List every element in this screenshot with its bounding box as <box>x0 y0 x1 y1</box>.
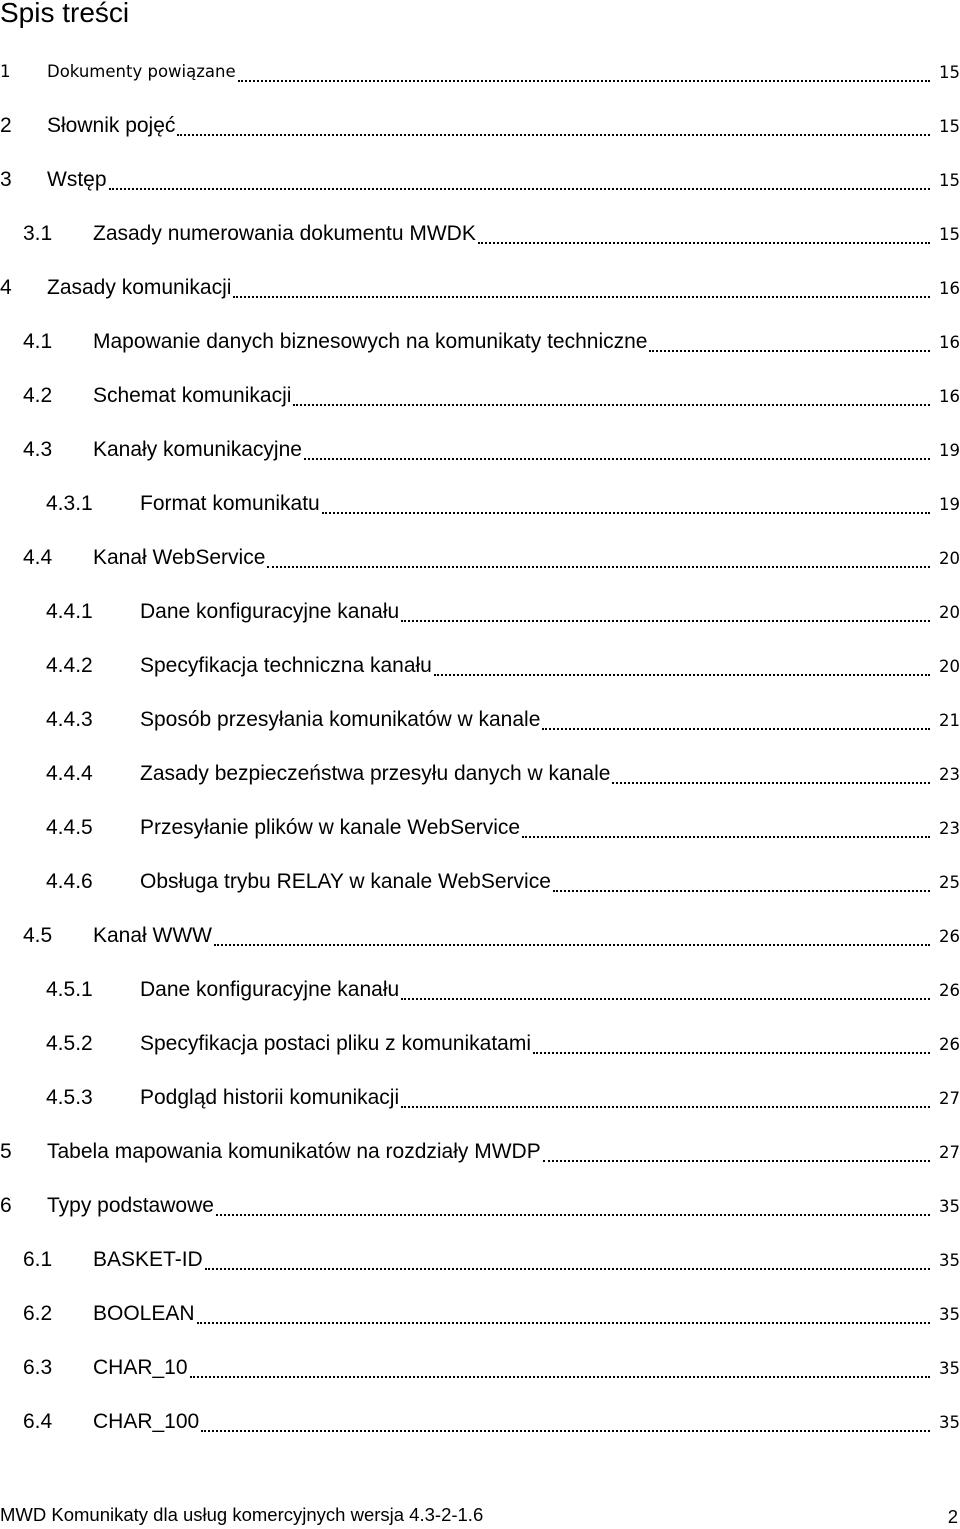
toc-entry-page: 20 <box>930 654 960 680</box>
toc-entry[interactable] <box>0 1180 960 1234</box>
toc-entry-page: 23 <box>930 816 960 842</box>
toc-entry[interactable] <box>0 1396 960 1450</box>
toc-entry-page: 15 <box>930 114 960 140</box>
toc-entry-number: 4.2 <box>23 382 52 410</box>
toc-dot-leader <box>293 404 930 406</box>
toc-entry-page: 35 <box>930 1194 960 1220</box>
toc-entry[interactable] <box>0 370 960 424</box>
toc-entry-number: 3.1 <box>23 220 52 248</box>
toc-entry-number: 4.4.1 <box>46 598 93 626</box>
toc-entry-page: 16 <box>930 330 960 356</box>
toc-entry-number: 4.5.2 <box>46 1030 93 1058</box>
toc-entry-number: 4.4.4 <box>46 760 93 788</box>
toc-entry-title: Kanał WWW <box>93 922 212 950</box>
toc-entry-page: 15 <box>930 222 960 248</box>
toc-entry-page: 23 <box>930 762 960 788</box>
toc-entry-title: Schemat komunikacji <box>93 382 291 410</box>
toc-entry-page: 35 <box>930 1356 960 1382</box>
toc-entry-number: 4.4.5 <box>46 814 93 842</box>
toc-entry-title: Mapowanie danych biznesowych na komunikaty techniczne <box>93 328 647 356</box>
toc-entry[interactable] <box>0 964 960 1018</box>
toc-entry-title: Kanał WebService <box>93 544 265 572</box>
toc-entry-title: CHAR_10 <box>93 1354 188 1382</box>
toc-entry-title: Kanały komunikacyjne <box>93 436 302 464</box>
toc-entry[interactable] <box>0 1018 960 1072</box>
toc-entry[interactable] <box>0 154 960 208</box>
toc-dot-leader <box>612 782 930 784</box>
toc-entry-title: Format komunikatu <box>140 490 320 518</box>
toc-entry[interactable] <box>0 208 960 262</box>
toc-entry-title: Tabela mapowania komunikatów na rozdziały MWDP <box>47 1138 541 1166</box>
toc-entry-title: Podgląd historii komunikacji <box>140 1084 399 1112</box>
toc-entry-number: 4.4.2 <box>46 652 93 680</box>
toc-entry[interactable] <box>0 424 960 478</box>
toc-entry-number: 6.1 <box>23 1246 52 1274</box>
toc-dot-leader <box>233 296 930 298</box>
toc-entry[interactable] <box>0 1126 960 1180</box>
toc-entry-title: Dane konfiguracyjne kanału <box>140 598 399 626</box>
toc-entry-number: 4.4 <box>23 544 52 572</box>
toc-entry-number: 4 <box>0 274 12 302</box>
toc-dot-leader <box>216 1214 930 1216</box>
toc-dot-leader <box>205 1268 930 1270</box>
toc-entry-page: 26 <box>930 924 960 950</box>
toc-entry-title: Zasady numerowania dokumentu MWDK <box>93 220 476 248</box>
page-title: Spis treści <box>0 0 130 28</box>
toc-entry-number: 2 <box>0 112 12 140</box>
toc-entry-number: 5 <box>0 1138 12 1166</box>
toc-entry-title: Słownik pojęć <box>47 112 175 140</box>
toc-dot-leader <box>553 890 930 892</box>
toc-entry-number: 6.2 <box>23 1300 52 1328</box>
toc-entry-page: 26 <box>930 978 960 1004</box>
toc-dot-leader <box>533 1052 930 1054</box>
toc-entry[interactable] <box>0 1234 960 1288</box>
toc-entry-page: 15 <box>930 168 960 194</box>
toc-entry-number: 4.5 <box>23 922 52 950</box>
toc-dot-leader <box>197 1322 930 1324</box>
toc-dot-leader <box>478 242 930 244</box>
toc-entry[interactable] <box>0 910 960 964</box>
toc-entry-page: 35 <box>930 1302 960 1328</box>
toc-dot-leader <box>401 998 930 1000</box>
toc-entry-number: 1 <box>0 58 11 86</box>
toc-entry-page: 21 <box>930 708 960 734</box>
footer-page-number: 2 <box>947 1506 958 1527</box>
toc-entry-title: Sposób przesyłania komunikatów w kanale <box>140 706 540 734</box>
toc-entry-title: Specyfikacja postaci pliku z komunikatami <box>140 1030 531 1058</box>
toc-dot-leader <box>190 1376 930 1378</box>
toc-entry-page: 27 <box>930 1140 960 1166</box>
toc-entry-title: Specyfikacja techniczna kanału <box>140 652 432 680</box>
toc-entry-page: 35 <box>930 1248 960 1274</box>
toc-dot-leader <box>267 566 930 568</box>
toc-entry-page: 20 <box>930 546 960 572</box>
toc-entry-title: Wstęp <box>47 166 107 194</box>
toc-entry[interactable] <box>0 802 960 856</box>
toc-entry-page: 20 <box>930 600 960 626</box>
toc-entry-title: Typy podstawowe <box>47 1192 214 1220</box>
toc-entry-title: Zasady komunikacji <box>47 274 231 302</box>
toc-entry-number: 3 <box>0 166 12 194</box>
toc-dot-leader <box>401 620 930 622</box>
toc-entry[interactable] <box>0 1072 960 1126</box>
toc-entry-number: 6.3 <box>23 1354 52 1382</box>
toc-entry-page: 15 <box>930 60 960 86</box>
toc-dot-leader <box>109 188 930 190</box>
toc-entry-page: 16 <box>930 384 960 410</box>
toc-entry-number: 4.5.3 <box>46 1084 93 1112</box>
toc-dot-leader <box>542 728 930 730</box>
toc-entry[interactable] <box>0 262 960 316</box>
toc-dot-leader <box>649 350 930 352</box>
toc-entry-title: BOOLEAN <box>93 1300 195 1328</box>
toc-entry[interactable] <box>0 46 960 100</box>
toc-entry-number: 4.5.1 <box>46 976 93 1004</box>
toc-entry[interactable] <box>0 694 960 748</box>
toc-entry[interactable] <box>0 316 960 370</box>
toc-entry-page: 16 <box>930 276 960 302</box>
toc-entry-title: Przesyłanie plików w kanale WebService <box>140 814 520 842</box>
toc-entry-number: 6.4 <box>23 1408 52 1436</box>
toc-entry-number: 4.3.1 <box>46 490 93 518</box>
toc-entry[interactable] <box>0 586 960 640</box>
toc-dot-leader <box>522 836 930 838</box>
toc-dot-leader <box>214 944 930 946</box>
toc-dot-leader <box>201 1430 930 1432</box>
toc-entry[interactable] <box>0 100 960 154</box>
toc-dot-leader <box>304 458 930 460</box>
toc-entry[interactable] <box>0 1342 960 1396</box>
toc-dot-leader <box>177 134 930 136</box>
toc-entry-page: 19 <box>930 492 960 518</box>
toc-entry[interactable] <box>0 532 960 586</box>
toc-entry-title: Dane konfiguracyjne kanału <box>140 976 399 1004</box>
toc-entry-number: 6 <box>0 1192 12 1220</box>
toc-dot-leader <box>401 1106 930 1108</box>
toc-entry-page: 35 <box>930 1410 960 1436</box>
toc-entry-title: Zasady bezpieczeństwa przesyłu danych w kanale <box>140 760 610 788</box>
toc-entry[interactable] <box>0 478 960 532</box>
toc-entry-number: 4.3 <box>23 436 52 464</box>
toc-dot-leader <box>434 674 930 676</box>
toc-entry-title: BASKET-ID <box>93 1246 203 1274</box>
toc-entry[interactable] <box>0 856 960 910</box>
toc-entry[interactable] <box>0 640 960 694</box>
toc-entry-title: CHAR_100 <box>93 1408 199 1436</box>
toc-entry-number: 4.4.3 <box>46 706 93 734</box>
toc-entry-page: 27 <box>930 1086 960 1112</box>
toc-entry-page: 26 <box>930 1032 960 1058</box>
toc-entry[interactable] <box>0 748 960 802</box>
toc-entry-page: 25 <box>930 870 960 896</box>
toc-dot-leader <box>543 1160 930 1162</box>
toc-entry-number: 4.4.6 <box>46 868 93 896</box>
toc-entry-title: Dokumenty powiązane <box>47 58 236 86</box>
toc-entry-page: 19 <box>930 438 960 464</box>
toc-entry-number: 4.1 <box>23 328 52 356</box>
toc-entry[interactable] <box>0 1288 960 1342</box>
footer-text: MWD Komunikaty dla usług komercyjnych wersja 4.3-2-1.6 <box>0 1504 484 1525</box>
toc-entry-title: Obsługa trybu RELAY w kanale WebService <box>140 868 551 896</box>
toc-dot-leader <box>238 80 930 82</box>
toc-dot-leader <box>322 512 930 514</box>
